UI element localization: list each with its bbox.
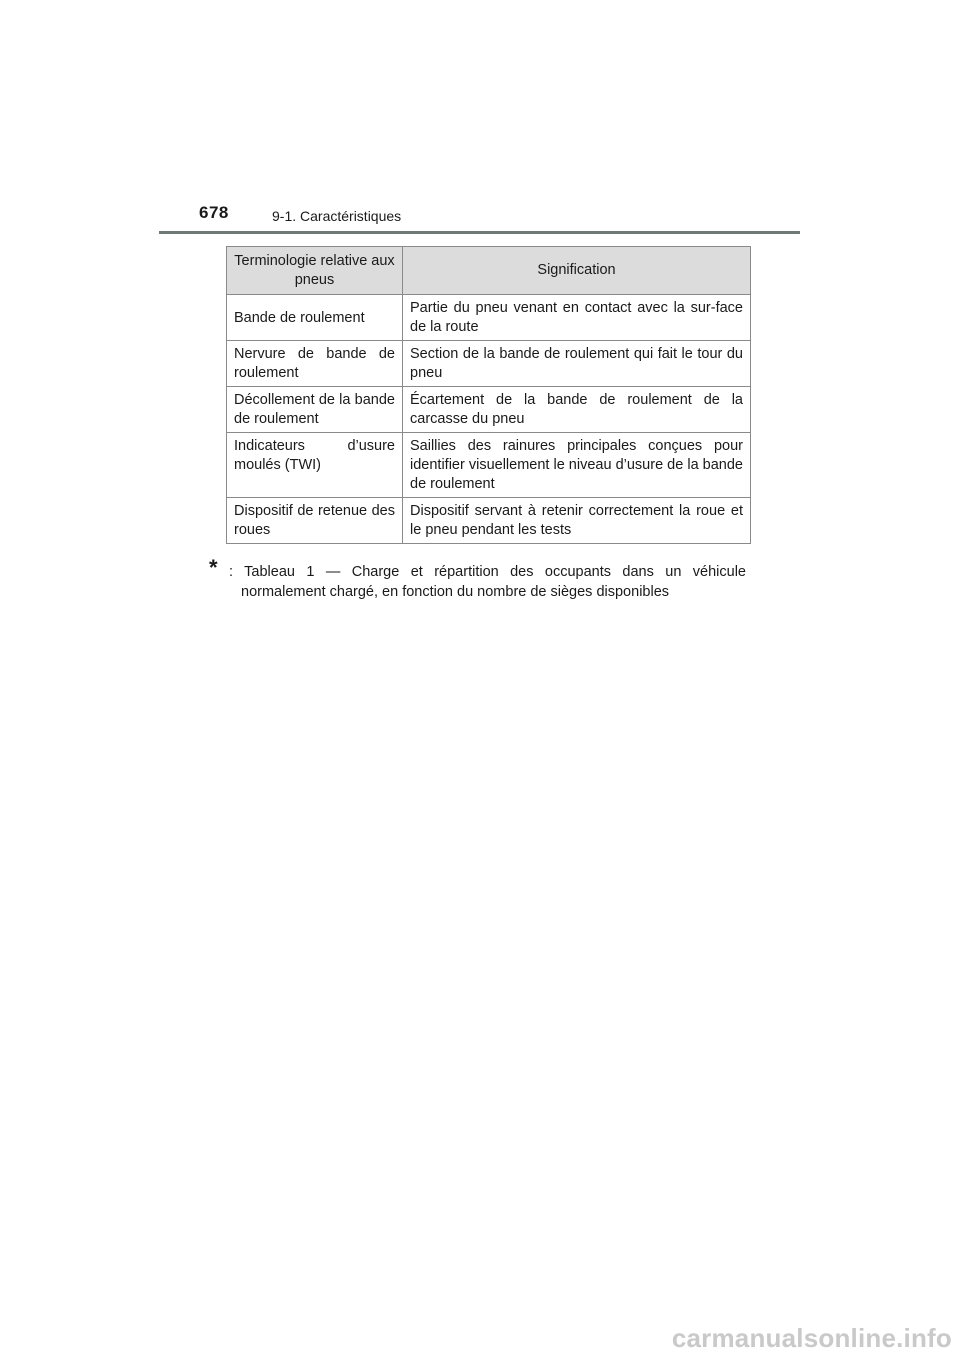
meaning-cell: Section de la bande de roulement qui fait le tour du pneu (403, 341, 751, 387)
table-row (227, 387, 751, 433)
meaning-cell: Partie du pneu venant en contact avec la sur-face de la route (403, 295, 751, 341)
table-row (227, 433, 751, 498)
term-cell: Décollement de la bande de roulement (227, 387, 403, 433)
table-row (227, 341, 751, 387)
header-rule (159, 231, 800, 234)
meaning-cell: Dispositif servant à retenir correctement la roue et le pneu pendant les tests (403, 498, 751, 544)
footnote (209, 555, 746, 602)
meaning-cell: Saillies des rainures principales conçues pour identifier visuellement le niveau d’usure de la bande de roulement (403, 433, 751, 498)
watermark: carmanualsonline.info (671, 1323, 952, 1353)
term-cell: Dispositif de retenue des roues (227, 498, 403, 544)
term-cell: Nervure de bande de roulement (227, 341, 403, 387)
column-header-meaning: Signification (403, 247, 751, 295)
page-number: 678 (199, 203, 229, 222)
footnote-marker: * (209, 555, 218, 580)
table-header-row (227, 247, 751, 295)
tire-terminology-table (226, 246, 751, 544)
term-cell: Bande de roulement (227, 295, 403, 341)
table-row (227, 498, 751, 544)
meaning-cell: Écartement de la bande de roulement de la carcasse du pneu (403, 387, 751, 433)
footnote-text: : Tableau 1 — Charge et répartition des occupants dans un véhicule normalement chargé, en fonction du nombre de sièges disponibles (229, 564, 746, 600)
column-header-term: Terminologie relative aux pneus (227, 247, 403, 295)
table-row (227, 295, 751, 341)
section-title: 9-1. Caractéristiques (272, 208, 402, 224)
term-cell: Indicateurs d’usure moulés (TWI) (227, 433, 403, 498)
